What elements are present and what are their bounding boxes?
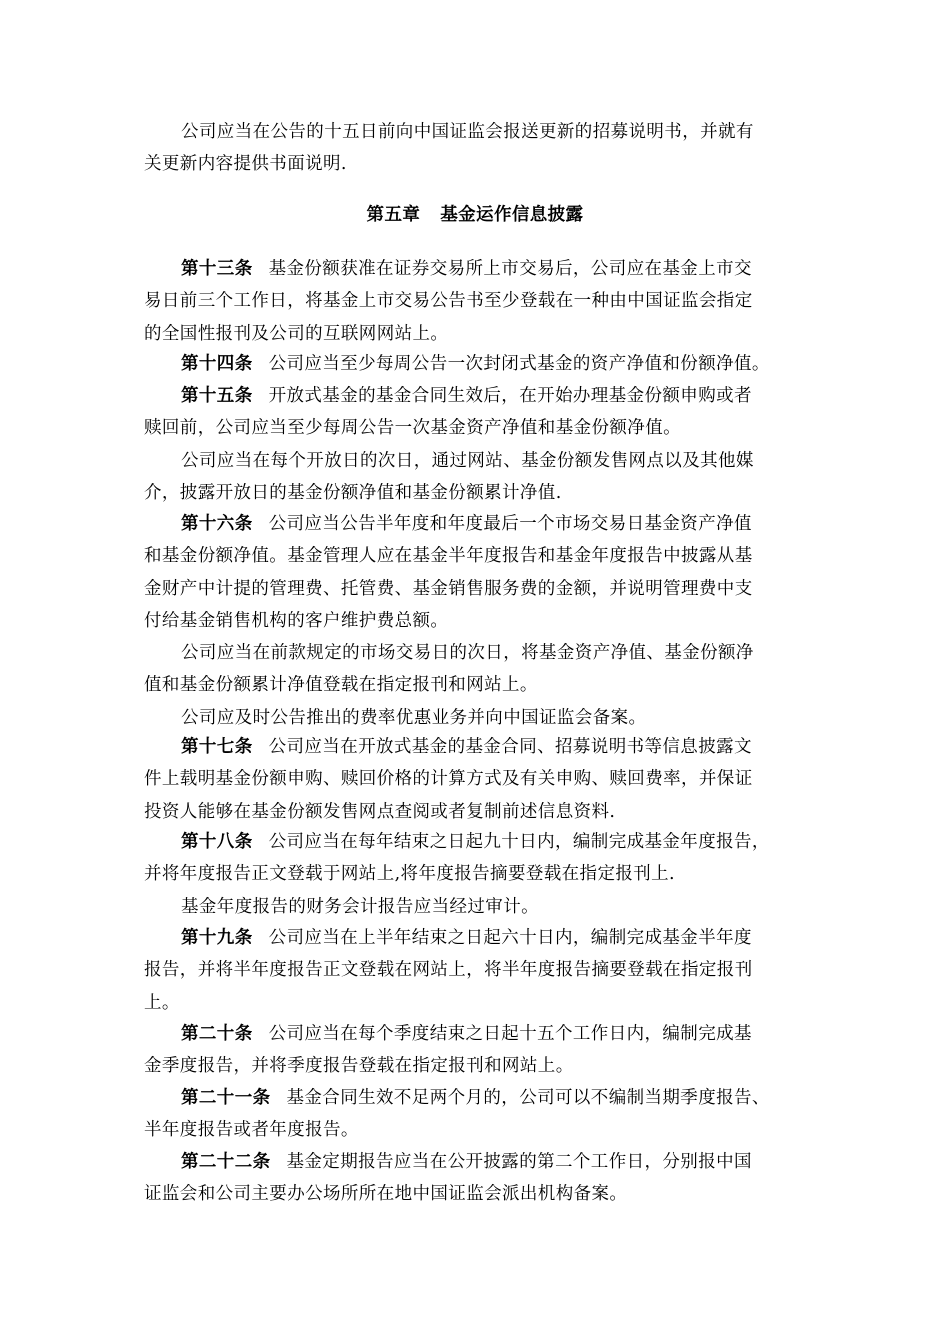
text-line xyxy=(144,380,810,412)
article-16 xyxy=(144,508,810,734)
article-text: 公司应当至少每周公告一次封闭式基金的资产净值和份额净值。 xyxy=(268,354,770,374)
text-line: 公司应及时公告推出的费率优惠业务并向中国证监会备案。 xyxy=(181,707,647,728)
text-line: 证监会和公司主要办公场所所在地中国证监会派出机构备案。 xyxy=(144,1184,628,1205)
text-line: 件上载明基金份额申购、赎回价格的计算方式及有关申购、赎回费率，并保证 xyxy=(144,769,753,790)
article-text: 公司应当在每年结束之日起九十日内，编制完成基金年度报告， xyxy=(268,832,770,852)
text-line xyxy=(144,731,810,763)
chapter-heading xyxy=(0,201,950,226)
text-line xyxy=(144,508,810,540)
article-18 xyxy=(144,826,810,923)
article-label: 第二十二条 xyxy=(181,1152,271,1172)
text-line xyxy=(144,1146,810,1178)
article-label: 第十三条 xyxy=(181,259,253,279)
article-text: 公司应当在开放式基金的基金合同、招募说明书等信息披露文 xyxy=(268,737,752,757)
article-21 xyxy=(144,1082,810,1147)
text-line: 半年度报告或者年度报告。 xyxy=(144,1120,359,1141)
intro-paragraph xyxy=(144,116,810,181)
article-label: 第二十条 xyxy=(181,1024,253,1044)
text-line xyxy=(144,1018,810,1050)
article-label: 第十六条 xyxy=(181,514,253,534)
article-15 xyxy=(144,380,810,509)
text-line: 值和基金份额累计净值登载在指定报刊和网站上。 xyxy=(144,675,538,696)
text-line xyxy=(144,826,810,858)
text-line: 介，披露开放日的基金份额净值和基金份额累计净值. xyxy=(144,482,562,503)
text-line: 的全国性报刊及公司的互联网网站上。 xyxy=(144,323,449,344)
text-line: 上。 xyxy=(144,992,180,1013)
text-line: 赎回前，公司应当至少每周公告一次基金资产净值和基金份额净值。 xyxy=(144,418,681,439)
article-14 xyxy=(144,348,810,380)
text-line: 金财产中计提的管理费、托管费、基金销售服务费的金额，并说明管理费中支 xyxy=(144,578,753,599)
text-line: 投资人能够在基金份额发售网点查阅或者复制前述信息资料. xyxy=(144,801,616,822)
article-label: 第十五条 xyxy=(181,386,253,406)
text-line: 并将年度报告正文登载于网站上,将年度报告摘要登载在指定报刊上. xyxy=(144,864,676,885)
text-line: 报告，并将半年度报告正文登载在网站上，将半年度报告摘要登载在指定报刊 xyxy=(144,960,753,981)
article-text: 基金定期报告应当在公开披露的第二个工作日，分别报中国 xyxy=(286,1152,752,1172)
article-13 xyxy=(144,253,810,350)
article-text: 公司应当公告半年度和年度最后一个市场交易日基金资产净值 xyxy=(268,514,752,534)
article-label: 第十九条 xyxy=(181,928,253,948)
article-label: 第十四条 xyxy=(181,354,253,374)
article-text: 开放式基金的基金合同生效后，在开始办理基金份额申购或者 xyxy=(268,386,752,406)
article-text: 基金份额获准在证券交易所上市交易后，公司应在基金上市交 xyxy=(268,259,752,279)
article-label: 第十七条 xyxy=(181,737,253,757)
chapter-title: 基金运作信息披露 xyxy=(440,205,584,225)
text-line: 付给基金销售机构的客户维护费总额。 xyxy=(144,610,449,631)
text-line xyxy=(144,1082,810,1114)
text-line: 和基金份额净值。基金管理人应在基金半年度报告和基金年度报告中披露从基 xyxy=(144,546,753,567)
article-19 xyxy=(144,922,810,1019)
text-line xyxy=(144,348,810,380)
article-20 xyxy=(144,1018,810,1083)
chapter-number: 第五章 xyxy=(366,205,421,225)
text-line xyxy=(144,922,810,954)
article-17 xyxy=(144,731,810,828)
text-line: 易日前三个工作日，将基金上市交易公告书至少登载在一种由中国证监会指定 xyxy=(144,291,753,312)
text-line xyxy=(144,253,810,285)
text-line: 基金年度报告的财务会计报告应当经过审计。 xyxy=(181,896,539,917)
text-line: 金季度报告，并将季度报告登载在指定报刊和网站上。 xyxy=(144,1056,574,1077)
article-text: 公司应当在每个季度结束之日起十五个工作日内，编制完成基 xyxy=(268,1024,752,1044)
text-line: 关更新内容提供书面说明. xyxy=(144,154,347,175)
text-line: 公司应当在每个开放日的次日，通过网站、基金份额发售网点以及其他媒 xyxy=(181,450,754,471)
text-line: 公司应当在公告的十五日前向中国证监会报送更新的招募说明书，并就有 xyxy=(181,122,754,142)
article-text: 基金合同生效不足两个月的，公司可以不编制当期季度报告、 xyxy=(286,1088,770,1108)
article-label: 第二十一条 xyxy=(181,1088,271,1108)
text-line: 公司应当在前款规定的市场交易日的次日，将基金资产净值、基金份额净 xyxy=(181,643,754,664)
article-22 xyxy=(144,1146,810,1211)
article-label: 第十八条 xyxy=(181,832,253,852)
article-text: 公司应当在上半年结束之日起六十日内，编制完成基金半年度 xyxy=(268,928,752,948)
